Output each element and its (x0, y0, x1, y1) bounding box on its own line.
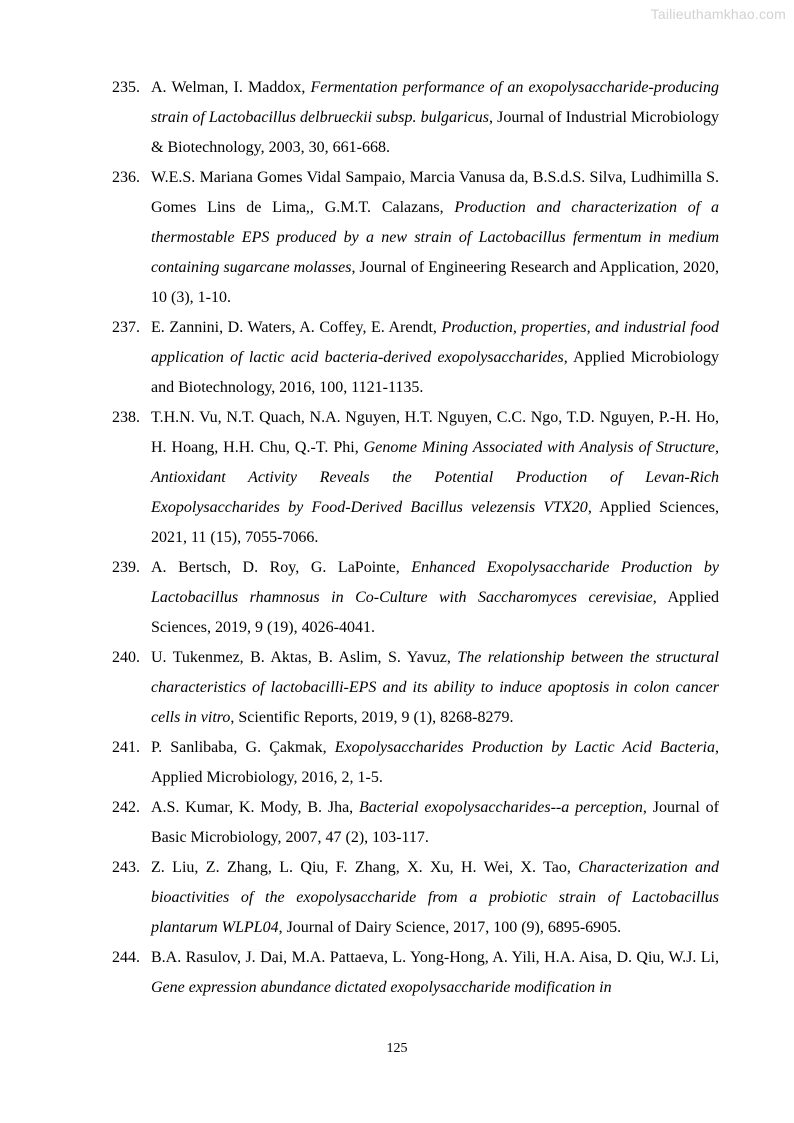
reference-text (151, 649, 719, 726)
reference-text (151, 949, 719, 996)
reference-authors: E. Zannini, D. Waters, A. Coffey, E. Arendt, (151, 319, 442, 336)
reference-title: Production and characterization of a thermostable EPS produced by a new strain of Lactobacillus fermentum in medium containing sugarcane molasses (151, 199, 720, 276)
reference-source: , Applied Microbiology, 2016, 2, 1-5. (151, 739, 720, 786)
reference-item (112, 943, 719, 1003)
reference-item (112, 163, 719, 313)
reference-text (151, 859, 719, 936)
reference-item (112, 403, 719, 553)
reference-item (112, 313, 719, 403)
reference-number: 241. (112, 739, 140, 756)
reference-authors: A. Welman, I. Maddox, (151, 79, 311, 96)
reference-text (151, 739, 719, 786)
reference-authors: P. Sanlibaba, G. Çakmak, (151, 739, 335, 756)
reference-title: The relationship between the structural characteristics of lactobacilli-EPS and its ability to induce apoptosis in colon cancer cells in vitro (151, 649, 720, 726)
reference-title: Characterization and bioactivities of the exopolysaccharide from a probiotic strain of Lactobacillus plantarum WLPL04 (151, 859, 720, 936)
reference-source: , Journal of Basic Microbiology, 2007, 47 (2), 103-117. (151, 799, 720, 846)
reference-title: Bacterial exopolysaccharides--a perception (359, 799, 643, 816)
reference-title: Gene expression abundance dictated exopolysaccharide modification in (151, 979, 612, 996)
reference-source: , Scientific Reports, 2019, 9 (1), 8268-8279. (230, 709, 514, 726)
page-number: 125 (386, 1041, 408, 1056)
reference-authors: A. Bertsch, D. Roy, G. LaPointe, (151, 559, 412, 576)
reference-title: Fermentation performance of an exopolysaccharide-producing strain of Lactobacillus delbrueckii subsp. bulgaricus (151, 79, 719, 126)
reference-title: Production, properties, and industrial food application of lactic acid bacteria-derived exopolysaccharides (151, 319, 719, 366)
reference-text (151, 319, 719, 396)
reference-item (112, 733, 719, 793)
reference-number: 242. (112, 799, 140, 816)
reference-source: , Applied Sciences, 2021, 11 (15), 7055-7066. (151, 499, 719, 546)
reference-authors: W.E.S. Mariana Gomes Vidal Sampaio, Marcia Vanusa da, B.S.d.S. Silva, Ludhimilla S. Gomes Lins de Lima,, G.M.T. Calazans, (151, 169, 719, 216)
reference-source: , Journal of Dairy Science, 2017, 100 (9), 6895-6905. (278, 919, 622, 936)
reference-number: 244. (112, 949, 140, 966)
reference-number: 239. (112, 559, 140, 576)
reference-item (112, 643, 719, 733)
reference-number: 236. (112, 169, 140, 186)
reference-title: Exopolysaccharides Production by Lactic Acid Bacteria (334, 739, 716, 756)
reference-authors: Z. Liu, Z. Zhang, L. Qiu, F. Zhang, X. Xu, H. Wei, X. Tao, (151, 859, 579, 876)
reference-list (112, 73, 719, 1003)
reference-text (151, 559, 719, 636)
reference-number: 238. (112, 409, 140, 426)
reference-source: , Journal of Engineering Research and Application, 2020, 10 (3), 1-10. (151, 259, 719, 306)
reference-title: Enhanced Exopolysaccharide Production by Lactobacillus rhamnosus in Co-Culture with Saccharomyces cerevisiae (151, 559, 720, 606)
reference-number: 237. (112, 319, 140, 336)
reference-title: Genome Mining Associated with Analysis of Structure, Antioxidant Activity Reveals the Potential Production of Levan-Rich Exopolysaccharides by Food-Derived Bacillus velezensis VTX20 (151, 439, 719, 516)
reference-item (112, 793, 719, 853)
reference-authors: A.S. Kumar, K. Mody, B. Jha, (151, 799, 360, 816)
reference-text (151, 799, 719, 846)
reference-authors: T.H.N. Vu, N.T. Quach, N.A. Nguyen, H.T. Nguyen, C.C. Ngo, T.D. Nguyen, P.-H. Ho, H. Hoang, H.H. Chu, Q.-T. Phi, (151, 409, 719, 456)
reference-authors: U. Tukenmez, B. Aktas, B. Aslim, S. Yavuz, (151, 649, 458, 666)
watermark: Tailieuthamkhao.com (650, 6, 786, 22)
reference-source: , Journal of Industrial Microbiology & Biotechnology, 2003, 30, 661-668. (151, 109, 720, 156)
reference-number: 240. (112, 649, 140, 666)
reference-text (151, 409, 719, 546)
reference-number: 243. (112, 859, 140, 876)
reference-text (151, 79, 719, 156)
reference-authors: B.A. Rasulov, J. Dai, M.A. Pattaeva, L. Yong-Hong, A. Yili, H.A. Aisa, D. Qiu, W.J. Li, (151, 949, 719, 966)
reference-item (112, 853, 719, 943)
reference-source: , Applied Microbiology and Biotechnology, 2016, 100, 1121-1135. (151, 349, 720, 396)
reference-item (112, 553, 719, 643)
reference-text (151, 169, 719, 306)
reference-source: , Applied Sciences, 2019, 9 (19), 4026-4041. (151, 589, 719, 636)
reference-item (112, 73, 719, 163)
reference-number: 235. (112, 79, 140, 96)
